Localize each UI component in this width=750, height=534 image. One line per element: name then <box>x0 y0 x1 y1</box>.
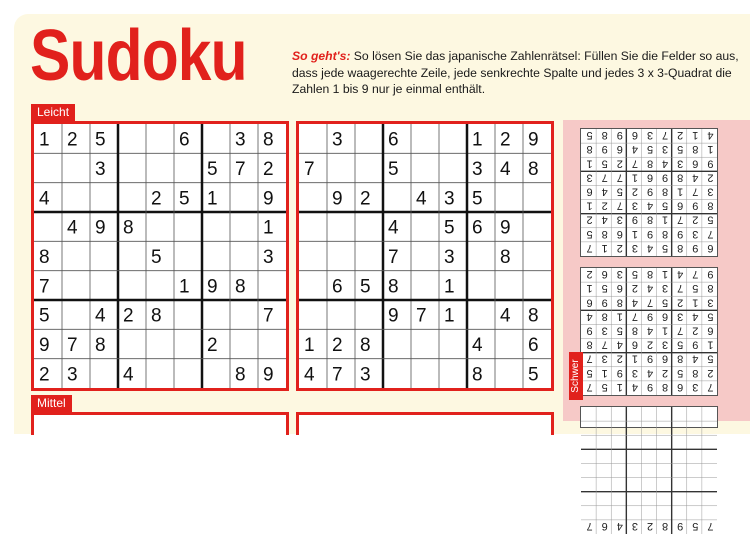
solution-digit: 8 <box>646 157 654 170</box>
grid-digit: 5 <box>360 276 371 298</box>
solution-digit: 9 <box>677 519 684 532</box>
solution-digit: 6 <box>677 380 684 393</box>
grid-digit: 3 <box>67 364 78 386</box>
solution-grid-1-svg <box>581 129 717 256</box>
grid-digit: 1 <box>444 276 455 298</box>
solution-digit: 3 <box>616 213 623 226</box>
solution-digit: 9 <box>646 310 654 323</box>
solution-digit: 3 <box>662 143 669 156</box>
label-mittel: Mittel <box>31 395 72 412</box>
grid-digit: 6 <box>528 335 539 356</box>
solution-digit: 7 <box>677 213 684 226</box>
instructions-text: So lösen Sie das japanische Zahlenrätsel: Füllen Sie die Felder so aus, dass jede waagerechte Zeile, jede senkrechte Spalte und jedes 3 x 3-Quadrat die Zahlen 1 bis 9 nur je einmal enthält. <box>292 49 739 96</box>
grid-digit: 4 <box>95 305 106 327</box>
solution-grid-2 <box>580 267 718 396</box>
solution-digit: 1 <box>631 171 638 184</box>
grid-digit: 1 <box>263 217 274 239</box>
solution-digit: 4 <box>631 143 638 156</box>
grid-digit: 3 <box>444 188 455 210</box>
solution-digit: 7 <box>586 352 593 365</box>
solution-digit: 4 <box>631 380 638 393</box>
grid-digit: 4 <box>123 364 134 386</box>
solution-digit: 1 <box>586 157 593 170</box>
label-leicht: Leicht <box>31 104 75 121</box>
solution-digit: 8 <box>631 324 638 337</box>
solution-digit: 1 <box>631 227 638 240</box>
solution-digit: 5 <box>677 338 684 351</box>
solution-digit: 2 <box>616 157 623 170</box>
solution-digit: 3 <box>601 352 608 365</box>
solution-digit: 2 <box>631 282 638 295</box>
solution-grid-3 <box>580 406 718 532</box>
solution-grid-2-svg <box>581 268 717 395</box>
solution-digit: 2 <box>616 241 623 254</box>
solution-digit: 8 <box>646 268 654 281</box>
sudoku-mittel-1 <box>31 412 289 435</box>
grid-digit: 2 <box>263 159 274 180</box>
solution-grid-1 <box>580 128 718 257</box>
grid-digit: 8 <box>151 305 162 327</box>
grid-digit: 7 <box>235 159 246 180</box>
grid-digit: 7 <box>263 305 274 327</box>
grid-digit: 5 <box>39 305 50 327</box>
grid-digit: 9 <box>528 129 539 151</box>
solution-digit: 2 <box>677 129 684 142</box>
solution-digit: 6 <box>646 171 654 184</box>
grid-digit: 8 <box>95 335 106 356</box>
solution-digit: 4 <box>616 519 623 532</box>
solution-digit: 2 <box>616 352 623 365</box>
grid-digit: 2 <box>207 335 218 356</box>
solution-digit: 2 <box>646 519 654 532</box>
grid-digit: 5 <box>207 159 218 180</box>
grid-digit: 7 <box>39 276 50 298</box>
solution-digit: 5 <box>662 296 669 309</box>
grid-digit: 3 <box>472 159 483 180</box>
solution-digit: 2 <box>631 185 638 198</box>
solution-digit: 6 <box>662 352 669 365</box>
solution-digit: 5 <box>692 519 699 532</box>
solution-digit: 8 <box>601 129 608 142</box>
solution-digit: 7 <box>677 282 684 295</box>
grid-digit: 5 <box>388 159 399 180</box>
sudoku-leicht-2-grid <box>299 124 551 388</box>
grid-digit: 4 <box>500 159 511 180</box>
grid-digit: 5 <box>151 247 162 268</box>
grid-digit: 8 <box>39 247 50 268</box>
solution-digit: 1 <box>707 143 714 156</box>
page-title: Sudoku <box>30 16 247 96</box>
sudoku-leicht-2 <box>296 121 554 391</box>
solution-digit: 3 <box>631 366 638 379</box>
solution-digit: 8 <box>677 352 684 365</box>
grid-digit: 2 <box>123 305 134 327</box>
grid-digit: 8 <box>500 247 511 268</box>
solution-digit: 6 <box>631 338 638 351</box>
grid-digit: 4 <box>388 217 399 239</box>
solution-digit: 8 <box>646 213 654 226</box>
solution-digit: 5 <box>677 366 684 379</box>
solution-digit: 8 <box>707 199 714 212</box>
solution-digit: 2 <box>707 171 714 184</box>
solution-digit: 9 <box>646 380 654 393</box>
solution-digit: 4 <box>616 338 623 351</box>
grid-digit: 1 <box>304 335 315 356</box>
solution-digit: 3 <box>692 380 699 393</box>
solution-digit: 8 <box>586 338 593 351</box>
solution-digit: 5 <box>586 227 593 240</box>
solution-digit: 6 <box>631 129 638 142</box>
solution-digit: 2 <box>677 296 684 309</box>
solution-digit: 7 <box>586 241 593 254</box>
solution-digit: 5 <box>586 129 593 142</box>
solution-digit: 5 <box>692 282 699 295</box>
grid-digit: 8 <box>388 276 399 298</box>
solution-digit: 4 <box>601 185 608 198</box>
grid-digit: 6 <box>332 276 343 298</box>
grid-digit: 6 <box>388 129 399 151</box>
grid-digit: 3 <box>95 159 106 180</box>
solution-digit: 7 <box>662 129 669 142</box>
grid-digit: 3 <box>360 364 371 386</box>
solution-digit: 7 <box>646 296 654 309</box>
solution-digit: 6 <box>707 241 714 254</box>
solution-digit: 8 <box>662 185 669 198</box>
grid-digit: 8 <box>472 364 483 386</box>
grid-digit: 5 <box>472 188 483 210</box>
sudoku-mittel-2 <box>296 412 554 435</box>
solution-digit: 2 <box>646 338 654 351</box>
solution-digit: 9 <box>662 171 669 184</box>
instructions <box>292 48 742 98</box>
solution-digit: 6 <box>601 519 608 532</box>
solution-digit: 1 <box>616 380 623 393</box>
solution-digit: 6 <box>677 199 684 212</box>
solution-digit: 3 <box>677 310 684 323</box>
sudoku-leicht-1 <box>31 121 289 391</box>
solution-digit: 9 <box>707 157 714 170</box>
solution-digit: 9 <box>692 199 699 212</box>
solution-digit: 6 <box>586 296 593 309</box>
solution-digit: 8 <box>601 310 608 323</box>
solution-digit: 5 <box>586 366 593 379</box>
grid-digit: 5 <box>528 364 539 386</box>
solution-digit: 7 <box>631 157 638 170</box>
solution-digit: 7 <box>601 171 608 184</box>
solution-digit: 7 <box>601 338 608 351</box>
solution-digit: 4 <box>646 324 654 337</box>
solution-digit: 9 <box>707 268 714 281</box>
grid-digit: 9 <box>263 364 274 386</box>
solution-digit: 9 <box>692 241 699 254</box>
grid-digit: 2 <box>67 129 78 151</box>
solution-digit: 5 <box>601 282 608 295</box>
grid-digit: 2 <box>500 129 511 151</box>
solution-digit: 1 <box>692 296 699 309</box>
solution-digit: 5 <box>616 324 623 337</box>
solution-digit: 8 <box>601 227 608 240</box>
solution-digit: 1 <box>631 352 638 365</box>
grid-digit: 5 <box>179 188 190 210</box>
solution-digit: 1 <box>662 213 669 226</box>
grid-digit: 9 <box>500 217 511 239</box>
grid-digit: 4 <box>39 188 50 210</box>
grid-digit: 9 <box>207 276 218 298</box>
solution-digit: 1 <box>586 282 593 295</box>
solution-digit: 8 <box>677 171 684 184</box>
solution-digit: 7 <box>707 380 714 393</box>
solution-digit: 3 <box>707 296 714 309</box>
solution-digit: 6 <box>601 268 608 281</box>
solution-digit: 2 <box>692 213 699 226</box>
solution-digit: 3 <box>662 338 669 351</box>
solution-digit: 8 <box>662 380 669 393</box>
grid-digit: 7 <box>332 364 343 386</box>
grid-digit: 9 <box>95 217 106 239</box>
solution-digit: 1 <box>586 199 593 212</box>
solution-digit: 9 <box>692 338 699 351</box>
solution-digit: 9 <box>646 227 654 240</box>
solution-digit: 9 <box>601 296 608 309</box>
solution-digit: 4 <box>677 268 684 281</box>
grid-digit: 9 <box>263 188 274 210</box>
grid-digit: 6 <box>179 129 190 151</box>
grid-digit: 8 <box>528 305 539 327</box>
grid-digit: 8 <box>235 276 246 298</box>
solution-digit: 1 <box>601 366 608 379</box>
grid-digit: 2 <box>360 188 371 210</box>
grid-digit: 5 <box>444 217 455 239</box>
solution-digit: 8 <box>586 143 593 156</box>
solution-digit: 7 <box>677 324 684 337</box>
solution-digit: 6 <box>616 143 623 156</box>
grid-digit: 7 <box>416 305 427 327</box>
grid-digit: 9 <box>39 335 50 356</box>
grid-digit: 2 <box>39 364 50 386</box>
grid-digit: 4 <box>500 305 511 327</box>
solution-digit: 7 <box>616 171 623 184</box>
grid-digit: 3 <box>263 247 274 268</box>
solution-digit: 2 <box>692 324 699 337</box>
grid-digit: 5 <box>95 129 106 151</box>
solution-digit: 3 <box>662 282 669 295</box>
solution-digit: 4 <box>692 352 699 365</box>
solution-digit: 9 <box>677 227 684 240</box>
solution-digit: 2 <box>586 268 593 281</box>
solution-digit: 3 <box>601 324 608 337</box>
solution-digit: 4 <box>646 366 654 379</box>
grid-digit: 8 <box>360 335 371 356</box>
solution-digit: 3 <box>707 185 714 198</box>
solution-digit: 7 <box>616 199 623 212</box>
solution-digit: 7 <box>707 519 714 532</box>
solution-digit: 4 <box>601 213 608 226</box>
solution-digit: 7 <box>707 227 714 240</box>
solution-digit: 9 <box>601 143 608 156</box>
grid-digit: 2 <box>332 335 343 356</box>
sudoku-leicht-1-grid <box>34 124 286 388</box>
grid-digit: 3 <box>444 247 455 268</box>
grid-digit: 4 <box>416 188 427 210</box>
solution-digit: 9 <box>616 366 623 379</box>
grid-digit: 2 <box>151 188 162 210</box>
solution-digit: 1 <box>601 241 608 254</box>
grid-digit: 8 <box>235 364 246 386</box>
solution-digit: 7 <box>631 310 638 323</box>
solution-digit: 9 <box>631 213 638 226</box>
solution-digit: 9 <box>646 185 654 198</box>
solution-digit: 1 <box>662 268 669 281</box>
grid-digit: 1 <box>444 305 455 327</box>
grid-digit: 7 <box>67 335 78 356</box>
grid-digit: 7 <box>388 247 399 268</box>
solution-digit: 8 <box>677 241 684 254</box>
solution-digit: 8 <box>616 296 623 309</box>
grid-digit: 9 <box>388 305 399 327</box>
solution-digit: 4 <box>692 310 699 323</box>
solution-digit: 3 <box>677 157 684 170</box>
solution-digit: 6 <box>662 310 669 323</box>
grid-digit: 7 <box>304 159 315 180</box>
solution-digit: 3 <box>646 129 654 142</box>
solution-digit: 5 <box>707 352 714 365</box>
solution-rotated-group <box>581 129 717 256</box>
solution-digit: 6 <box>586 185 593 198</box>
grid-digit: 8 <box>528 159 539 180</box>
solution-digit: 7 <box>586 519 593 532</box>
solution-digit: 6 <box>692 157 699 170</box>
solution-digit: 5 <box>601 380 608 393</box>
grid-digit: 3 <box>235 129 246 151</box>
instructions-lead: So geht's: <box>292 49 351 63</box>
solution-digit: 5 <box>707 213 714 226</box>
solution-digit: 9 <box>616 129 623 142</box>
solution-digit: 5 <box>601 157 608 170</box>
solution-digit: 3 <box>692 227 699 240</box>
label-schwer <box>569 352 583 400</box>
solution-digit: 2 <box>662 366 669 379</box>
solution-digit: 2 <box>707 366 714 379</box>
solution-digit: 3 <box>631 241 638 254</box>
solution-digit: 8 <box>662 519 669 532</box>
solution-digit: 3 <box>616 268 623 281</box>
solution-digit: 9 <box>646 352 654 365</box>
solution-digit: 5 <box>677 143 684 156</box>
label-schwer-text: Schwer <box>570 359 581 393</box>
grid-digit: 1 <box>207 188 218 210</box>
grid-digit: 1 <box>39 129 50 151</box>
grid-digit: 3 <box>332 129 343 151</box>
grid-digit: 9 <box>332 188 343 210</box>
solution-grid-3-svg <box>581 407 717 534</box>
solution-digit: 7 <box>692 185 699 198</box>
solution-digit: 8 <box>707 282 714 295</box>
solution-digit: 4 <box>662 157 669 170</box>
solution-digit: 3 <box>586 171 593 184</box>
solution-digit: 4 <box>646 282 654 295</box>
solution-digit: 4 <box>631 296 638 309</box>
solution-digit: 5 <box>616 185 623 198</box>
solution-digit: 2 <box>601 199 608 212</box>
solution-digit: 5 <box>662 199 669 212</box>
grid-digit: 6 <box>472 217 483 239</box>
solution-digit: 8 <box>692 366 699 379</box>
grid-digit: 8 <box>263 129 274 151</box>
solution-digit: 9 <box>586 324 593 337</box>
solution-digit: 1 <box>677 185 684 198</box>
solution-digit: 8 <box>662 227 669 240</box>
solution-rotated-group <box>581 268 717 395</box>
solution-digit: 6 <box>616 227 623 240</box>
grid-digit: 8 <box>123 217 134 239</box>
solution-digit: 3 <box>631 519 638 532</box>
solution-digit: 1 <box>707 338 714 351</box>
solution-digit: 5 <box>631 268 638 281</box>
solution-digit: 4 <box>586 310 593 323</box>
solution-digit: 8 <box>692 143 699 156</box>
solution-digit: 1 <box>692 129 699 142</box>
solution-rotated-group <box>581 407 717 534</box>
solution-digit: 5 <box>646 143 654 156</box>
solution-digit: 7 <box>692 268 699 281</box>
solution-digit: 5 <box>662 241 669 254</box>
solution-digit: 4 <box>646 199 654 212</box>
solution-digit: 4 <box>692 171 699 184</box>
solution-digit: 6 <box>616 282 623 295</box>
grid-digit: 4 <box>472 335 483 356</box>
solution-digit: 4 <box>707 129 714 142</box>
solution-digit: 3 <box>631 199 638 212</box>
solution-digit: 5 <box>707 310 714 323</box>
solution-digit: 2 <box>586 213 593 226</box>
solution-digit: 1 <box>662 324 669 337</box>
grid-digit: 4 <box>304 364 315 386</box>
grid-digit: 1 <box>179 276 190 298</box>
solution-digit: 4 <box>646 241 654 254</box>
solution-digit: 1 <box>616 310 623 323</box>
solution-digit: 7 <box>586 380 593 393</box>
solution-digit: 6 <box>707 324 714 337</box>
grid-digit: 4 <box>67 217 78 239</box>
grid-digit: 1 <box>472 129 483 151</box>
